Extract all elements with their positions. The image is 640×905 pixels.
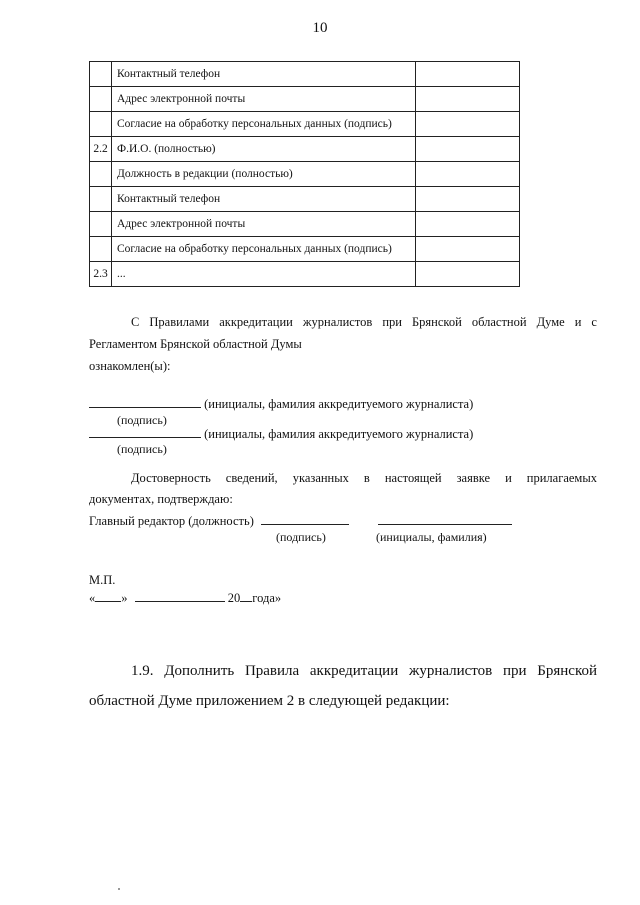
journalist-caption: (инициалы, фамилия аккредитуемого журналиста) [204,397,474,411]
signature-line [89,407,201,408]
row-label: Адрес электронной почты [112,212,416,237]
table-row [90,212,520,237]
row-value-cell[interactable] [416,187,520,212]
row-number [90,112,112,137]
acknowledgement-line-2: Регламентом Брянской областной Думы [89,337,302,351]
date-line: « » 20 года» [89,591,282,605]
row-number [90,87,112,112]
editor-signature-row [89,514,512,529]
amendment-line-1: 1.9. Дополнить Правила аккредитации журналистов при Брянской [131,663,597,679]
signature-line [89,437,201,438]
row-label: Контактный телефон [112,62,416,87]
table-row [90,162,520,187]
row-value-cell[interactable] [416,62,520,87]
acknowledgement-line-1: С Правилами аккредитации журналистов при Брянской областной Думе и с [131,315,597,329]
confirmation-line-1: Достоверность сведений, указанных в настоящей заявке и прилагаемых [131,471,597,485]
amendment-line-2: областной Думе приложением 2 в следующей редакции: [89,693,450,709]
row-label: Согласие на обработку персональных данных (подпись) [112,237,416,262]
row-value-cell[interactable] [416,237,520,262]
acknowledgement-line-3: ознакомлен(ы): [89,359,171,373]
signature-caption-1: (подпись) [117,413,167,427]
stamp-mark: М.П. [89,573,116,587]
table-row [90,237,520,262]
row-number [90,187,112,212]
row-label: Адрес электронной почты [112,87,416,112]
editor-label: Главный редактор (должность) [89,514,254,528]
page-number: 10 [312,20,328,36]
row-value-cell[interactable] [416,262,520,287]
row-label: ... [112,262,416,287]
table-row [90,262,520,287]
row-number [90,62,112,87]
row-label: Должность в редакции (полностью) [112,162,416,187]
journalist-signature-2 [89,427,473,442]
row-number: 2.3 [90,262,112,287]
journalist-caption: (инициалы, фамилия аккредитуемого журналиста) [204,427,474,441]
scan-speck [118,888,120,890]
editor-initials-caption: (инициалы, фамилия) [376,530,487,544]
row-number: 2.2 [90,137,112,162]
editor-initials-line [378,524,512,525]
row-value-cell[interactable] [416,162,520,187]
row-value-cell[interactable] [416,112,520,137]
accreditation-form-table [89,61,520,287]
month-blank [135,601,225,602]
journalist-signature-1 [89,397,473,412]
editor-signature-line [261,524,349,525]
year-blank [240,601,252,602]
row-value-cell[interactable] [416,212,520,237]
table-row [90,137,520,162]
row-value-cell[interactable] [416,87,520,112]
table-row [90,62,520,87]
row-label: Согласие на обработку персональных данных (подпись) [112,112,416,137]
row-number [90,212,112,237]
table-row [90,187,520,212]
row-label: Контактный телефон [112,187,416,212]
table-row [90,87,520,112]
day-blank [95,601,121,602]
confirmation-line-2: документах, подтверждаю: [89,492,233,506]
signature-caption-2: (подпись) [117,442,167,456]
row-number [90,162,112,187]
editor-signature-caption: (подпись) [276,530,326,544]
row-label: Ф.И.О. (полностью) [112,137,416,162]
row-value-cell[interactable] [416,137,520,162]
row-number [90,237,112,262]
table-row [90,112,520,137]
